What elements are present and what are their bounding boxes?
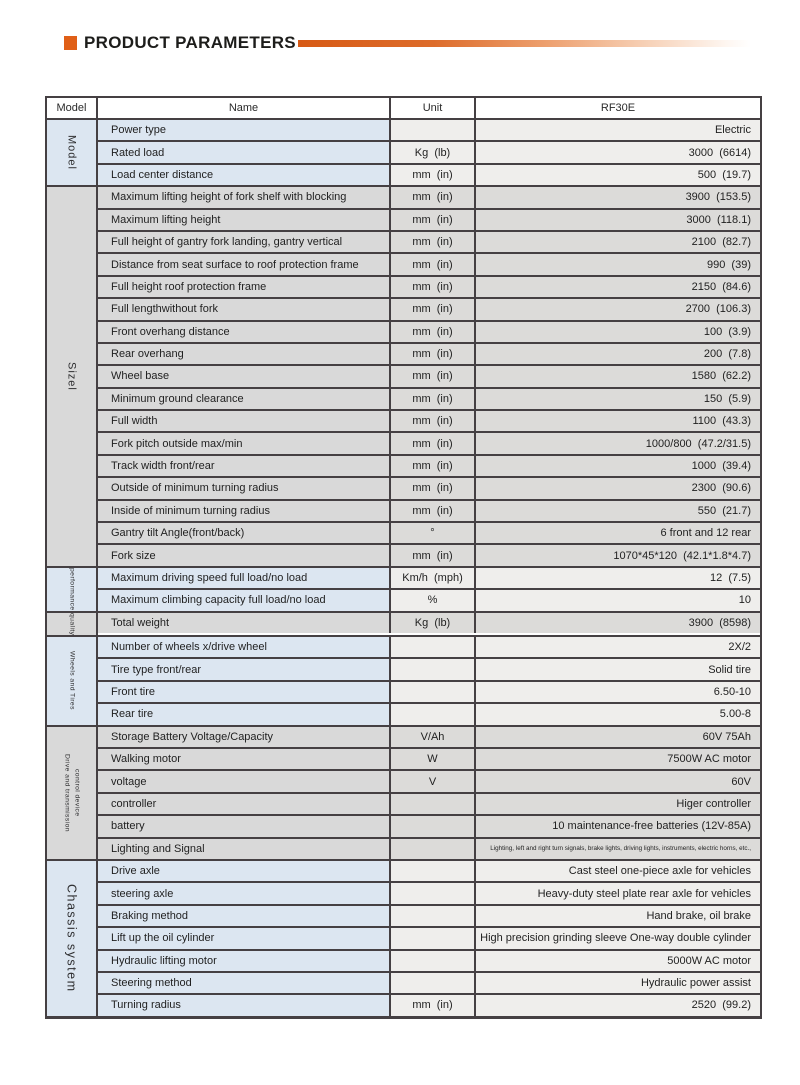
spec-name: Full height roof protection frame bbox=[98, 277, 391, 297]
spec-value-text: 10 maintenance-free batteries (12V-85A) bbox=[552, 820, 751, 833]
spec-row-total-weight bbox=[98, 613, 760, 633]
spec-name: Full lengthwithout fork bbox=[98, 299, 391, 319]
spec-value bbox=[476, 366, 760, 386]
spec-name: Fork pitch outside max/min bbox=[98, 433, 391, 453]
category-cell-sizel bbox=[47, 187, 98, 566]
spec-value-text: 2300 (90.6) bbox=[691, 482, 751, 495]
spec-unit: mm (in) bbox=[391, 187, 476, 207]
section-rows bbox=[98, 568, 760, 611]
spec-row-lighting-and-signal bbox=[98, 839, 760, 859]
spec-value bbox=[476, 433, 760, 453]
spec-row-front-overhang-distance bbox=[98, 322, 760, 344]
spec-value bbox=[476, 568, 760, 588]
spec-value bbox=[476, 254, 760, 274]
spec-name: Track width front/rear bbox=[98, 456, 391, 476]
category-cell-drive-and-transmission-control-device bbox=[47, 727, 98, 859]
spec-value-text: 12 (7.5) bbox=[710, 572, 751, 584]
spec-row-turning-radius bbox=[98, 995, 760, 1015]
category-cell-chassis-system bbox=[47, 861, 98, 1016]
spec-row-braking-method bbox=[98, 906, 760, 928]
section-rows bbox=[98, 637, 760, 725]
spec-value-text: Hydraulic power assist bbox=[640, 977, 751, 990]
spec-row-lift-up-the-oil-cylinder bbox=[98, 928, 760, 950]
spec-value bbox=[476, 704, 760, 724]
spec-unit bbox=[391, 839, 476, 859]
spec-name: Load center distance bbox=[98, 165, 391, 185]
spec-unit: ° bbox=[391, 523, 476, 543]
spec-name: controller bbox=[98, 794, 391, 814]
spec-row-wheel-base bbox=[98, 366, 760, 388]
spec-name: Storage Battery Voltage/Capacity bbox=[98, 727, 391, 747]
spec-row-drive-axle bbox=[98, 861, 760, 883]
spec-unit: mm (in) bbox=[391, 322, 476, 342]
spec-unit bbox=[391, 682, 476, 702]
spec-value bbox=[476, 613, 760, 633]
spec-row-walking-motor bbox=[98, 749, 760, 771]
spec-unit: mm (in) bbox=[391, 210, 476, 230]
spec-value-text: 1580 (62.2) bbox=[691, 370, 751, 383]
section-rows bbox=[98, 120, 760, 185]
spec-name: steering axle bbox=[98, 883, 391, 903]
spec-row-load-center-distance bbox=[98, 165, 760, 185]
spec-unit: mm (in) bbox=[391, 299, 476, 319]
page-title: PRODUCT PARAMETERS bbox=[84, 33, 296, 52]
spec-row-rated-load bbox=[98, 142, 760, 164]
spec-value bbox=[476, 142, 760, 162]
spec-value-text: Higer controller bbox=[676, 797, 751, 810]
spec-name: Total weight bbox=[98, 613, 391, 633]
spec-row-inside-of-minimum-turning-radius bbox=[98, 501, 760, 523]
spec-unit: V/Ah bbox=[391, 727, 476, 747]
spec-value-text: 2700 (106.3) bbox=[685, 303, 751, 316]
spec-name: battery bbox=[98, 816, 391, 836]
spec-value bbox=[476, 120, 760, 140]
spec-name: Full width bbox=[98, 411, 391, 431]
spec-value-text: 100 (3.9) bbox=[703, 325, 751, 338]
spec-value bbox=[476, 682, 760, 702]
spec-row-maximum-lifting-height-of-fork-shelf-with-blocking bbox=[98, 187, 760, 209]
spec-unit bbox=[391, 704, 476, 724]
title-gradient-rule bbox=[298, 40, 751, 47]
spec-name: Tire type front/rear bbox=[98, 659, 391, 679]
category-cell-wheels-and-tires bbox=[47, 637, 98, 725]
spec-unit: mm (in) bbox=[391, 232, 476, 252]
spec-name: Rear overhang bbox=[98, 344, 391, 364]
spec-value bbox=[476, 545, 760, 565]
spec-unit: mm (in) bbox=[391, 545, 476, 565]
spec-name: Power type bbox=[98, 120, 391, 140]
spec-row-tire-type-front-rear bbox=[98, 659, 760, 681]
spec-unit: W bbox=[391, 749, 476, 769]
spec-row-fork-pitch-outside-max-min bbox=[98, 433, 760, 455]
spec-value-text: 1100 (43.3) bbox=[692, 415, 751, 428]
spec-name: Steering method bbox=[98, 973, 391, 993]
spec-row-minimum-ground-clearance bbox=[98, 389, 760, 411]
spec-unit: Kg (lb) bbox=[391, 142, 476, 162]
spec-unit: mm (in) bbox=[391, 433, 476, 453]
spec-value-text: 7500W AC motor bbox=[667, 753, 751, 766]
spec-name: Walking motor bbox=[98, 749, 391, 769]
spec-row-full-width bbox=[98, 411, 760, 433]
spec-unit: mm (in) bbox=[391, 478, 476, 498]
spec-value bbox=[476, 637, 760, 657]
header-name: Name bbox=[98, 98, 391, 118]
spec-value bbox=[476, 389, 760, 409]
spec-unit: V bbox=[391, 771, 476, 791]
spec-value bbox=[476, 210, 760, 230]
spec-value bbox=[476, 232, 760, 252]
spec-value-text: 990 (39) bbox=[706, 258, 751, 271]
spec-name: Maximum lifting height of fork shelf with blocking bbox=[98, 187, 391, 207]
product-parameters-table bbox=[45, 96, 762, 1019]
spec-value-text: 60V 75Ah bbox=[702, 730, 751, 743]
spec-unit bbox=[391, 906, 476, 926]
category-label: Sizel bbox=[65, 362, 78, 391]
spec-value bbox=[476, 299, 760, 319]
spec-row-outside-of-minimum-turning-radius bbox=[98, 478, 760, 500]
spec-unit bbox=[391, 816, 476, 836]
section-chassis-system bbox=[47, 861, 760, 1016]
title-bar bbox=[64, 33, 764, 53]
category-cell-performance bbox=[47, 568, 98, 611]
section-wheels-and-tires bbox=[47, 637, 760, 727]
spec-value-text: 550 (21.7) bbox=[697, 504, 751, 517]
spec-name: voltage bbox=[98, 771, 391, 791]
spec-name: Lighting and Signal bbox=[98, 839, 391, 859]
spec-value bbox=[476, 659, 760, 679]
spec-row-full-height-of-gantry-fork-landing-gantry-vertical bbox=[98, 232, 760, 254]
spec-value-text: 5.00-8 bbox=[719, 708, 751, 721]
spec-value-text: 10 bbox=[738, 594, 751, 607]
spec-value bbox=[476, 501, 760, 521]
spec-row-battery bbox=[98, 816, 760, 838]
section-rows bbox=[98, 187, 760, 566]
category-cell-model bbox=[47, 120, 98, 185]
spec-row-maximum-climbing-capacity-full-load-no-load bbox=[98, 590, 760, 610]
spec-value-text: 3000 (118.1) bbox=[686, 213, 751, 226]
spec-value bbox=[476, 995, 760, 1015]
header-model-code: RF30E bbox=[600, 102, 636, 114]
spec-unit bbox=[391, 861, 476, 881]
spec-value-text: 2100 (82.7) bbox=[691, 236, 751, 249]
spec-unit bbox=[391, 883, 476, 903]
spec-value-text: 3900 (153.5) bbox=[685, 191, 751, 204]
header-unit: Unit bbox=[391, 98, 476, 118]
spec-unit: mm (in) bbox=[391, 254, 476, 274]
spec-name: Front tire bbox=[98, 682, 391, 702]
spec-value bbox=[476, 951, 760, 971]
spec-row-power-type bbox=[98, 120, 760, 142]
spec-name: Outside of minimum turning radius bbox=[98, 478, 391, 498]
spec-value bbox=[476, 322, 760, 342]
spec-value-text: 60V bbox=[731, 775, 751, 788]
spec-value-text: 5000W AC motor bbox=[667, 954, 751, 967]
spec-value-text: 2520 (99.2) bbox=[691, 999, 751, 1012]
spec-value bbox=[476, 344, 760, 364]
spec-row-rear-tire bbox=[98, 704, 760, 724]
spec-row-gantry-tilt-angle-front-back bbox=[98, 523, 760, 545]
spec-row-distance-from-seat-surface-to-roof-protection-frame bbox=[98, 254, 760, 276]
spec-unit bbox=[391, 637, 476, 657]
spec-value bbox=[476, 749, 760, 769]
spec-name: Hydraulic lifting motor bbox=[98, 951, 391, 971]
spec-row-front-tire bbox=[98, 682, 760, 704]
spec-row-full-lengthwithout-fork bbox=[98, 299, 760, 321]
spec-name: Gantry tilt Angle(front/back) bbox=[98, 523, 391, 543]
spec-value bbox=[476, 973, 760, 993]
spec-name: Front overhang distance bbox=[98, 322, 391, 342]
spec-name: Turning radius bbox=[98, 995, 391, 1015]
spec-value bbox=[476, 456, 760, 476]
spec-value-text: 1000 (39.4) bbox=[691, 460, 751, 473]
spec-unit: mm (in) bbox=[391, 501, 476, 521]
section-rows bbox=[98, 861, 760, 1016]
spec-unit: mm (in) bbox=[391, 366, 476, 386]
spec-unit bbox=[391, 120, 476, 140]
spec-unit: % bbox=[391, 590, 476, 610]
spec-value-text: High precision grinding sleeve One-way double cylinder bbox=[480, 932, 751, 945]
spec-unit: Kg (lb) bbox=[391, 613, 476, 633]
spec-name: Rear tire bbox=[98, 704, 391, 724]
spec-value bbox=[476, 523, 760, 543]
spec-unit: mm (in) bbox=[391, 411, 476, 431]
spec-value bbox=[476, 839, 760, 859]
category-label: Drive and transmission control device bbox=[63, 753, 81, 832]
spec-value bbox=[476, 411, 760, 431]
category-label: Wheels and Tires bbox=[68, 651, 76, 711]
spec-row-voltage bbox=[98, 771, 760, 793]
spec-unit: mm (in) bbox=[391, 995, 476, 1015]
spec-row-rear-overhang bbox=[98, 344, 760, 366]
spec-value-text: Electric bbox=[714, 124, 751, 137]
spec-unit bbox=[391, 659, 476, 679]
section-drive-and-transmission-control-device bbox=[47, 727, 760, 861]
spec-row-track-width-front-rear bbox=[98, 456, 760, 478]
section-sizel bbox=[47, 187, 760, 568]
spec-value-text: 2150 (84.6) bbox=[691, 280, 751, 293]
spec-unit bbox=[391, 928, 476, 948]
category-label: performance bbox=[68, 567, 76, 611]
spec-name: Maximum lifting height bbox=[98, 210, 391, 230]
spec-value bbox=[476, 165, 760, 185]
spec-value bbox=[476, 727, 760, 747]
spec-value-text: 1000/800 (47.2/31.5) bbox=[645, 437, 751, 450]
spec-name: Fork size bbox=[98, 545, 391, 565]
spec-value-text: 1070*45*120 (42.1*1.8*4.7) bbox=[613, 549, 751, 562]
table-body bbox=[47, 120, 760, 1016]
spec-value bbox=[476, 928, 760, 948]
spec-row-maximum-driving-speed-full-load-no-load bbox=[98, 568, 760, 590]
spec-name: Minimum ground clearance bbox=[98, 389, 391, 409]
spec-value-text: Solid tire bbox=[708, 663, 751, 676]
spec-value-text: Lighting, left and right turn signals, brake lights, driving lights, instruments, electric horns, etc., bbox=[490, 845, 751, 853]
spec-value bbox=[476, 187, 760, 207]
spec-name: Wheel base bbox=[98, 366, 391, 386]
spec-unit bbox=[391, 951, 476, 971]
spec-value bbox=[476, 794, 760, 814]
spec-name: Rated load bbox=[98, 142, 391, 162]
section-rows bbox=[98, 727, 760, 859]
spec-value-text: 150 (5.9) bbox=[703, 392, 751, 405]
spec-name: Inside of minimum turning radius bbox=[98, 501, 391, 521]
spec-name: Full height of gantry fork landing, gantry vertical bbox=[98, 232, 391, 252]
spec-value bbox=[476, 277, 760, 297]
section-model bbox=[47, 120, 760, 187]
spec-value-text: 6 front and 12 rear bbox=[660, 527, 751, 540]
spec-unit bbox=[391, 973, 476, 993]
spec-unit: mm (in) bbox=[391, 165, 476, 185]
spec-unit: mm (in) bbox=[391, 389, 476, 409]
spec-row-controller bbox=[98, 794, 760, 816]
spec-value bbox=[476, 883, 760, 903]
spec-name: Maximum driving speed full load/no load bbox=[98, 568, 391, 588]
spec-name: Maximum climbing capacity full load/no load bbox=[98, 590, 391, 610]
spec-row-number-of-wheels-x-drive-wheel bbox=[98, 637, 760, 659]
spec-unit: mm (in) bbox=[391, 277, 476, 297]
spec-value-text: Cast steel one-piece axle for vehicles bbox=[568, 865, 751, 878]
spec-value bbox=[476, 816, 760, 836]
spec-value-text: 6.50-10 bbox=[713, 686, 751, 699]
category-cell-quality bbox=[47, 613, 98, 635]
spec-value-text: 3900 (8598) bbox=[688, 616, 751, 629]
section-quality bbox=[47, 613, 760, 637]
category-label: quality bbox=[68, 612, 76, 636]
spec-name: Drive axle bbox=[98, 861, 391, 881]
spec-row-full-height-roof-protection-frame bbox=[98, 277, 760, 299]
spec-name: Distance from seat surface to roof protection frame bbox=[98, 254, 391, 274]
spec-row-steering-axle bbox=[98, 883, 760, 905]
header-category: Model bbox=[47, 98, 98, 118]
spec-value bbox=[476, 906, 760, 926]
orange-square-bullet-icon bbox=[64, 36, 77, 50]
spec-unit: mm (in) bbox=[391, 456, 476, 476]
spec-value-text: 3000 (6614) bbox=[688, 146, 751, 159]
spec-value-text: 200 (7.8) bbox=[703, 348, 751, 361]
spec-unit: Km/h (mph) bbox=[391, 568, 476, 588]
spec-value-text: 500 (19.7) bbox=[697, 168, 751, 181]
spec-row-steering-method bbox=[98, 973, 760, 995]
section-rows bbox=[98, 613, 760, 635]
spec-value bbox=[476, 478, 760, 498]
spec-name: Number of wheels x/drive wheel bbox=[98, 637, 391, 657]
spec-unit bbox=[391, 794, 476, 814]
spec-unit: mm (in) bbox=[391, 344, 476, 364]
category-label: Chassis system bbox=[64, 884, 79, 993]
spec-value bbox=[476, 590, 760, 610]
spec-row-storage-battery-voltage-capacity bbox=[98, 727, 760, 749]
spec-value bbox=[476, 771, 760, 791]
spec-value-text: Heavy-duty steel plate rear axle for vehicles bbox=[537, 887, 751, 900]
spec-row-fork-size bbox=[98, 545, 760, 565]
spec-name: Lift up the oil cylinder bbox=[98, 928, 391, 948]
table-header-row bbox=[47, 98, 760, 120]
spec-row-maximum-lifting-height bbox=[98, 210, 760, 232]
category-label: Model bbox=[65, 135, 78, 171]
spec-name: Braking method bbox=[98, 906, 391, 926]
spec-value bbox=[476, 861, 760, 881]
section-performance bbox=[47, 568, 760, 613]
spec-value-text: Hand brake, oil brake bbox=[646, 909, 751, 922]
spec-row-hydraulic-lifting-motor bbox=[98, 951, 760, 973]
spec-value-text: 2X/2 bbox=[728, 641, 751, 654]
